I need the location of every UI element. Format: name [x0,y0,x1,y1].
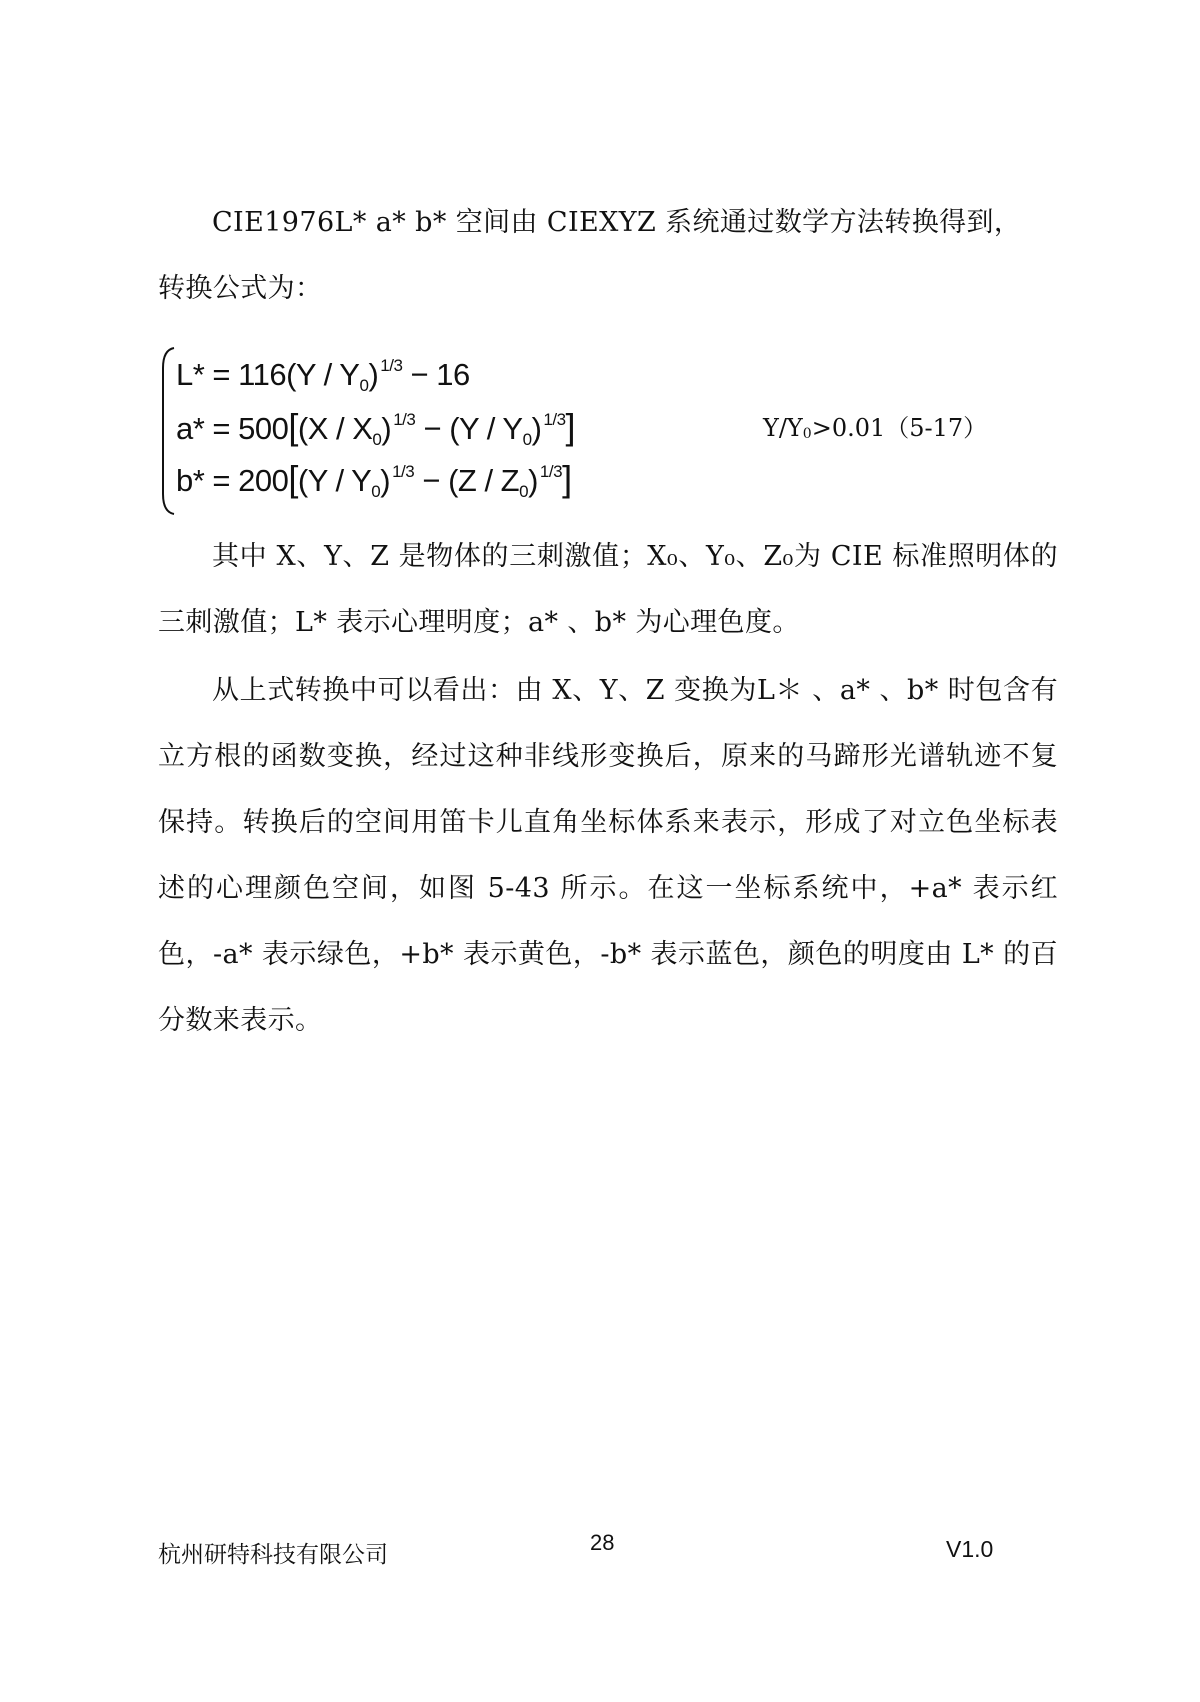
equation-l-star: $L* = 116(Y / Y_0)$ $^{1/3}$ − 16 [176,356,470,395]
equation-a-star: $a* = 500[(X / X_0)$ $^{1/3} - (Y / Y_0)$ $^{1/3}$] [176,406,576,449]
formula-condition-label: $Y/Y_0>0.01(5-17)$ [763,414,988,442]
definition-paragraph: 其中 X、Y、Z 是物体的三刺激值；X₀、Y₀、Z₀为 CIE 标准照明体的三刺激值；L* 表示心理明度；a* 、b* 为心理色度。 [158,541,1058,638]
left-brace-icon [158,346,176,516]
intro-text: CIE1976L* a* b* 空间由 CIEXYZ 系统通过数学方法转换得到， [212,207,1022,238]
equation-b-star: $b* = 200[(Y / Y_0)$ $^{1/3} - (Z / Z_0)$ $^{1/3}$] [176,458,572,501]
footer-version: V1.0 [946,1536,994,1562]
intro-text-2: 转换公式为： [158,273,323,304]
lab-conversion-formula [158,346,1058,516]
page-number: 28 [590,1530,615,1555]
footer-company: 杭州研特科技有限公司 [158,1541,388,1567]
intro-paragraph [158,190,1058,322]
explanation-paragraph: 从上式转换中可以看出：由 X、Y、Z 变换为L＊ 、a* 、b* 时包含有立方根的函数变换，经过这种非线形变换后，原来的马蹄形光谱轨迹不复保持。转换后的空间用笛卡儿直角坐标体系来表示，形成了对立色坐标表述的心理颜色空间，如图 5-43 所示。在这一坐标系统中，+a* 表示红色，-a* 表示绿色，+b* 表示黄色，-b* 表示蓝色，颜色的明度由 L* 的百分数来表示。 [158,675,1058,1036]
